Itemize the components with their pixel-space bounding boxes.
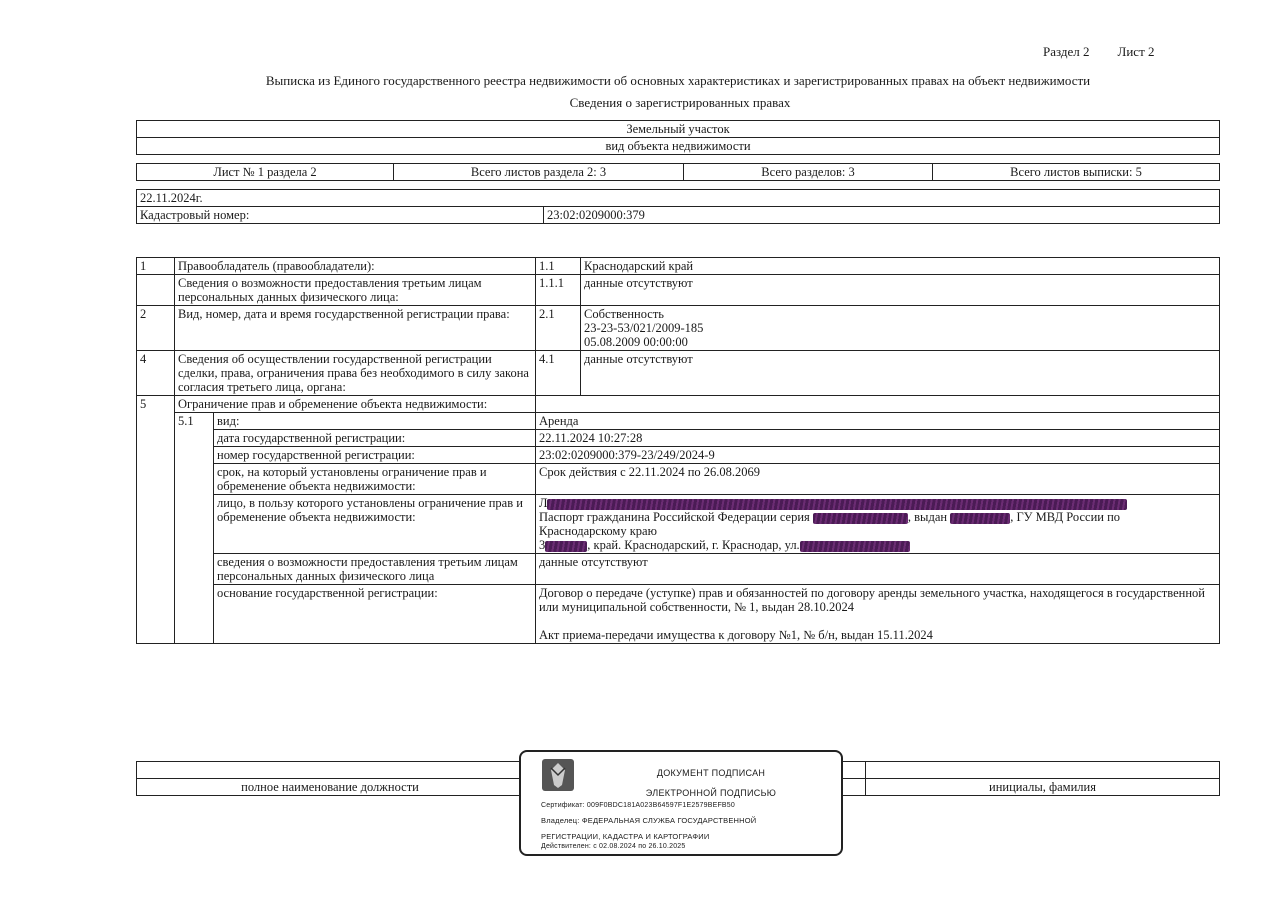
basis-label: основание государственной регистрации: <box>214 585 536 644</box>
stamp-owner2: РЕГИСТРАЦИИ, КАДАСТРА И КАРТОГРАФИИ <box>541 832 710 841</box>
document-title: Выписка из Единого государственного реестра недвижимости об основных характеристиках и зарегистрированных правах на объект недвижимости <box>265 73 1091 88</box>
third-party-value: данные отсутствуют <box>536 554 1220 585</box>
row-subnumber: 1.1.1 <box>536 275 581 306</box>
row-number: 4 <box>137 351 175 396</box>
basis-act: Акт приема-передачи имущества к договору №1, № б/н, выдан 15.11.2024 <box>539 628 933 642</box>
row-subnumber: 5.1 <box>175 413 214 644</box>
initials-caption: инициалы, фамилия <box>866 779 1220 796</box>
total-sheets-section: Всего листов раздела 2: 3 <box>394 164 684 181</box>
object-type-value: Земельный участок <box>137 121 1220 138</box>
basis-value <box>536 585 1220 644</box>
term-value: Срок действия с 22.11.2024 по 26.08.2069 <box>536 464 1220 495</box>
right-kind: Собственность <box>584 307 664 321</box>
row-label: Сведения об осуществлении государственной регистрации сделки, права, ограничения права без необходимого в силу закона согласия третьего лица, органа: <box>175 351 536 396</box>
e-signature-stamp <box>519 750 843 856</box>
reg-date-value: 22.11.2024 10:27:28 <box>536 430 1220 447</box>
redaction-mark <box>950 513 1010 524</box>
beneficiary-value: Л Паспорт гражданина Российской Федерации серия , выдан , ГУ МВД России по Краснодарскому краю 3 , край. Краснодарский, г. Краснодар, ул. <box>536 495 1220 554</box>
stamp-line1: ДОКУМЕНТ ПОДПИСАН <box>656 768 766 778</box>
extract-date: 22.11.2024г. <box>137 190 1220 207</box>
row-subnumber: 2.1 <box>536 306 581 351</box>
cadastral-label: Кадастровый номер: <box>137 207 544 224</box>
row-value: данные отсутствуют <box>581 275 1220 306</box>
sheet-number: Лист 2 <box>1117 44 1155 59</box>
rights-table <box>136 257 1220 644</box>
row-number: 1 <box>137 258 175 275</box>
redaction-mark <box>800 541 910 552</box>
cadastral-table <box>136 189 1220 224</box>
sheet-of-section: Лист № 1 раздела 2 <box>137 164 394 181</box>
reg-number-label: номер государственной регистрации: <box>214 447 536 464</box>
total-sheets-extract: Всего листов выписки: 5 <box>933 164 1220 181</box>
cadastral-number: 23:02:0209000:379 <box>544 207 1220 224</box>
total-sections: Всего разделов: 3 <box>684 164 933 181</box>
position-caption: полное наименование должности <box>137 779 524 796</box>
stamp-line2: ЭЛЕКТРОННОЙ ПОДПИСЬЮ <box>645 788 777 798</box>
row-value: Краснодарский край <box>581 258 1220 275</box>
document-subtitle: Сведения о зарегистрированных правах <box>569 95 791 110</box>
encumbrance-kind-value: Аренда <box>536 413 1220 430</box>
row-number: 2 <box>137 306 175 351</box>
section-number: Раздел 2 <box>1043 44 1090 59</box>
row-label: Сведения о возможности предоставления третьим лицам персональных данных физического лица: <box>175 275 536 306</box>
row-label: Вид, номер, дата и время государственной регистрации права: <box>175 306 536 351</box>
row-value <box>581 306 1220 351</box>
sheet-info-table <box>136 163 1220 181</box>
encumbrance-kind-label: вид: <box>214 413 536 430</box>
row-value: данные отсутствуют <box>581 351 1220 396</box>
redaction-mark <box>813 513 908 524</box>
basis-contract: Договор о передаче (уступке) прав и обязанностей по договору аренды земельного участка, находящегося в государственной или муниципальной собственности, № 1, выдан 28.10.2024 <box>539 586 1205 614</box>
redaction-mark <box>547 499 1127 510</box>
row-subnumber: 1.1 <box>536 258 581 275</box>
right-reg-date: 05.08.2009 00:00:00 <box>584 335 688 349</box>
reg-date-label: дата государственной регистрации: <box>214 430 536 447</box>
beneficiary-label: лицо, в пользу которого установлены ограничение прав и обременение объекта недвижимости: <box>214 495 536 554</box>
row-number <box>137 275 175 306</box>
term-label: срок, на который установлены ограничение прав и обременение объекта недвижимости: <box>214 464 536 495</box>
row-subnumber: 4.1 <box>536 351 581 396</box>
row-label: Правообладатель (правообладатели): <box>175 258 536 275</box>
row-number: 5 <box>137 396 175 644</box>
object-type-caption: вид объекта недвижимости <box>137 138 1220 155</box>
row-label: Ограничение прав и обременение объекта недвижимости: <box>175 396 536 413</box>
third-party-label: сведения о возможности предоставления третьим лицам персональных данных физического лица <box>214 554 536 585</box>
object-type-table <box>136 120 1220 155</box>
right-reg-number: 23-23-53/021/2009-185 <box>584 321 704 335</box>
stamp-owner1: Владелец: ФЕДЕРАЛЬНАЯ СЛУЖБА ГОСУДАРСТВЕННОЙ <box>541 816 757 825</box>
stamp-certificate: Сертификат: 009F0BDC181A023B64597F1E2579BEFB50 <box>541 802 735 809</box>
stamp-validity: Действителен: с 02.08.2024 по 26.10.2025 <box>541 843 686 850</box>
page-indicator <box>1043 44 1183 60</box>
reg-number-value: 23:02:0209000:379-23/249/2024-9 <box>536 447 1220 464</box>
emblem-icon <box>541 758 575 792</box>
redaction-mark <box>545 541 587 552</box>
